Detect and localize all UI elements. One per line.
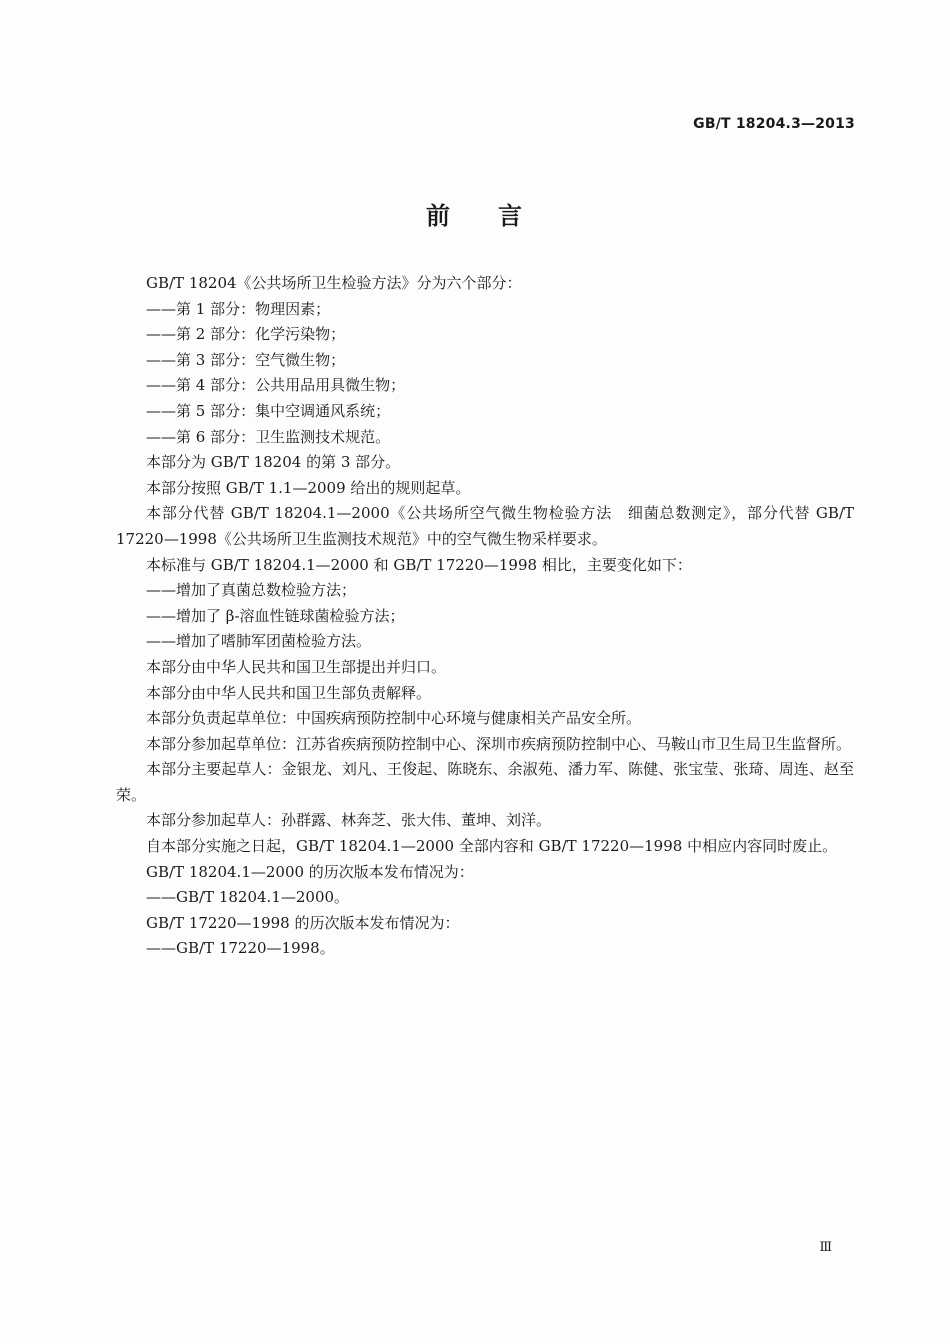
list-item: ——第 1 部分：物理因素； <box>146 299 331 318</box>
paragraph: 本部分按照 GB/T 1.1—2009 给出的规则起草。 <box>146 478 471 497</box>
list-item: ——第 6 部分：卫生监测技术规范。 <box>146 427 391 446</box>
list-item: ——增加了嗜肺军团菌检验方法。 <box>146 632 372 651</box>
list-item: ——第 2 部分：化学污染物； <box>146 325 346 344</box>
list-item: ——GB/T 17220—1998。 <box>146 939 335 958</box>
page-number: Ⅲ <box>819 1240 832 1255</box>
paragraph: GB/T 18204《公共场所卫生检验方法》分为六个部分： <box>146 274 522 292</box>
paragraph: 自本部分实施之日起，GB/T 18204.1—2000 全部内容和 GB/T 17220—1998 中相应内容同时废止。 <box>146 837 838 856</box>
title-char-1: 前 <box>426 202 452 230</box>
paragraph: 本部分代替 GB/T 18204.1—2000《公共场所空气微生物检验方法 细菌总数测定》，部分代替 GB/T 17220—1998《公共场所卫生监测技术规范》中的空气微生物采样要求。 <box>116 504 854 548</box>
page-title <box>0 196 950 231</box>
paragraph: 本部分参加起草人：孙群露、林奔芝、张大伟、董坤、刘洋。 <box>146 811 552 830</box>
standard-code: GB/T 18204.3—2013 <box>693 116 855 132</box>
list-item: ——GB/T 18204.1—2000。 <box>146 888 350 907</box>
list-item: ——第 3 部分：空气微生物； <box>146 350 346 369</box>
paragraph: 本部分参加起草单位：江苏省疾病预防控制中心、深圳市疾病预防控制中心、马鞍山市卫生局卫生监督所。 <box>146 734 852 753</box>
list-item: ——增加了 β-溶血性链球菌检验方法； <box>146 606 405 625</box>
foreword-body <box>116 271 854 962</box>
paragraph: 本部分由中华人民共和国卫生部提出并归口。 <box>146 657 447 676</box>
list-item: ——第 5 部分：集中空调通风系统； <box>146 401 391 420</box>
paragraph: GB/T 17220—1998 的历次版本发布情况为： <box>146 913 460 932</box>
paragraph: 本部分主要起草人：金银龙、刘凡、王俊起、陈晓东、余淑苑、潘力军、陈健、张宝莹、张琦、周连、赵至荣。 <box>116 760 854 804</box>
paragraph: 本部分为 GB/T 18204 的第 3 部分。 <box>146 453 401 472</box>
title-char-2: 言 <box>498 202 524 230</box>
list-item: ——增加了真菌总数检验方法； <box>146 581 357 600</box>
paragraph: 本标准与 GB/T 18204.1—2000 和 GB/T 17220—1998 相比，主要变化如下： <box>146 555 692 574</box>
paragraph: 本部分由中华人民共和国卫生部负责解释。 <box>146 683 432 702</box>
paragraph: 本部分负责起草单位：中国疾病预防控制中心环境与健康相关产品安全所。 <box>146 709 642 728</box>
list-item: ——第 4 部分：公共用品用具微生物； <box>146 376 406 395</box>
paragraph: GB/T 18204.1—2000 的历次版本发布情况为： <box>146 862 474 881</box>
